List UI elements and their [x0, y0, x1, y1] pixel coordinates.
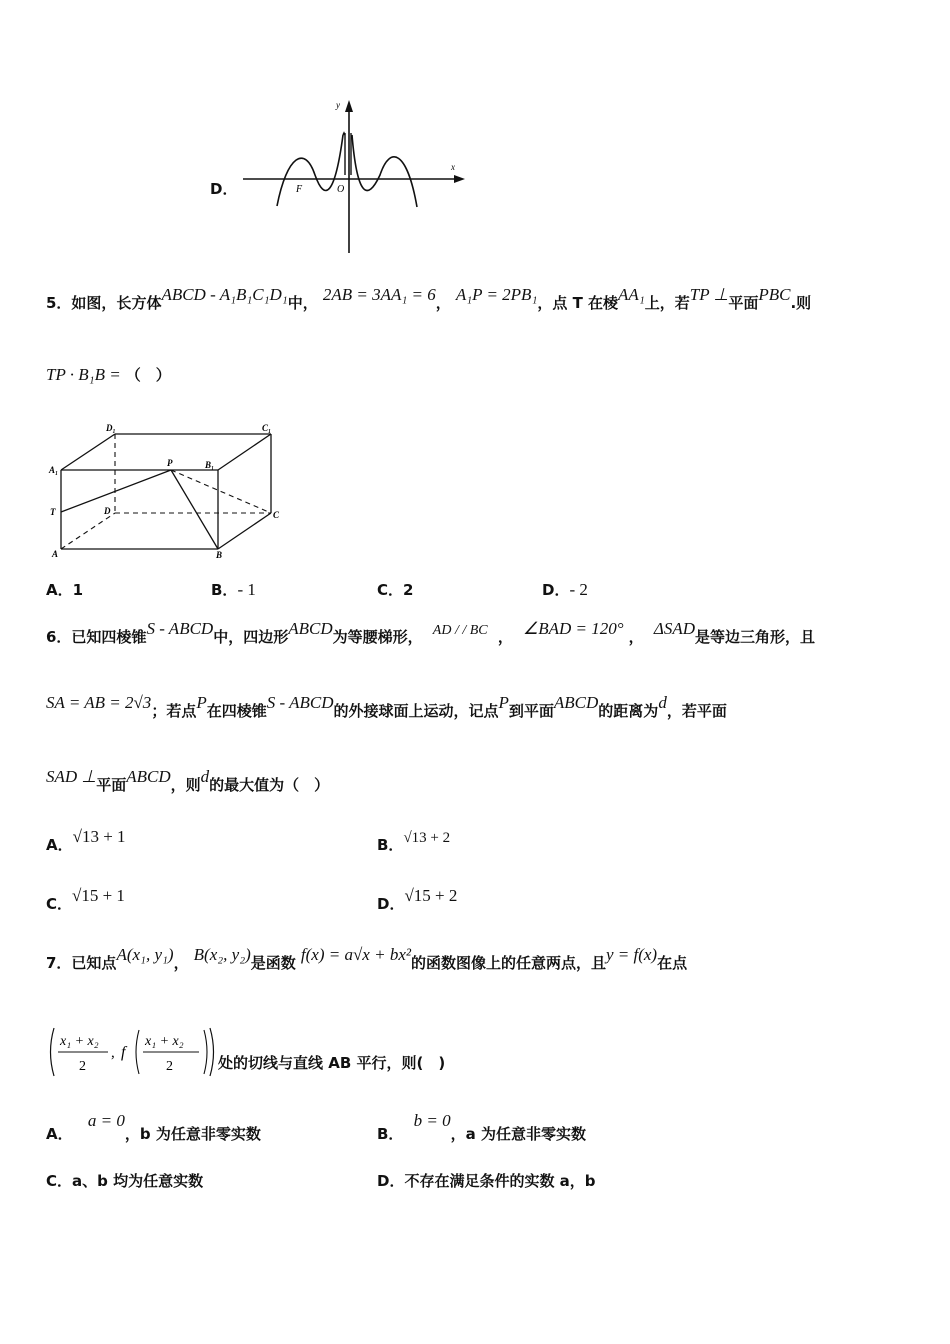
option-label: D． [542, 581, 570, 599]
q5-text: 中， [287, 294, 318, 312]
x-label: x [451, 162, 455, 172]
q7-f: f [121, 1044, 126, 1061]
option-value: - 1 [237, 580, 256, 599]
q6-text: 在四棱锥 [206, 702, 267, 720]
q5-option-d[interactable] [542, 579, 588, 600]
q6-math: SAD ⊥ [46, 767, 97, 786]
q6-math: SA = AB = 2√3 [46, 693, 152, 712]
q6-text: ，若平面 [666, 702, 727, 720]
q7-comma: , [111, 1045, 115, 1061]
q6-text: 的最大值为（ ） [209, 776, 330, 794]
q7-text: 的函数图像上的任意两点，且 [410, 954, 606, 972]
option-math: b = 0 [413, 1111, 451, 1130]
q7-option-b[interactable] [377, 1110, 586, 1143]
q6-option-d[interactable] [377, 885, 458, 913]
option-value: 1 [72, 581, 84, 599]
option-label: A． [46, 1125, 73, 1143]
q6-number: 6．已知四棱锥 [46, 628, 147, 646]
q5-text: 上，若 [644, 294, 690, 312]
option-text: a、b 均为任意实数 [72, 1172, 204, 1190]
option-value: √15 + 2 [404, 886, 458, 905]
q4-option-d-label: D． [210, 180, 238, 198]
option-value: √15 + 1 [72, 886, 125, 905]
q6-text: 的外接球面上运动，记点 [333, 702, 499, 720]
q6-option-a[interactable] [46, 826, 126, 854]
q6-math: ABCD [126, 767, 171, 786]
q5-math-plane: PBC [758, 285, 791, 304]
option-text: ，b 为任意非零实数 [124, 1125, 261, 1143]
curve-left [277, 135, 343, 206]
option-label: D． [377, 895, 405, 913]
q5-math-ratio: A₁P = 2PB₁ [455, 285, 538, 304]
q5-math-lengths: 2AB = 3AA₁ = 6 [322, 285, 436, 304]
q5-number: 5．如图，长方体 [46, 294, 162, 312]
option-label: C． [377, 581, 404, 599]
q7-option-a[interactable] [46, 1110, 261, 1143]
q6-math: ABCD [553, 693, 599, 712]
q7-point-expression [46, 1026, 218, 1078]
label-a: A [52, 549, 59, 559]
q5-option-a[interactable] [46, 579, 83, 600]
option-value: 2 [403, 581, 414, 599]
q5-option-b[interactable] [211, 579, 256, 600]
q6-math: P [196, 693, 207, 712]
q6-text: 是等边三角形，且 [694, 628, 815, 646]
q6-text: ，则 [170, 776, 201, 794]
q5-line2 [46, 364, 171, 385]
label-b: B [216, 550, 223, 560]
label-p: P [167, 458, 173, 468]
q5-text: ，点 T 在棱 [537, 294, 619, 312]
q6-math: S - ABCD [146, 619, 214, 638]
q5-line1 [46, 285, 812, 313]
label-d1: D₁ [106, 423, 116, 433]
label-t: T [50, 507, 56, 517]
x-axis-arrow [454, 175, 465, 183]
q7-math-function: f(x) = a√x + bx² [300, 945, 411, 964]
q5-text: 平面 [728, 294, 759, 312]
label-c1: C₁ [262, 423, 272, 433]
q6-math: AD / / BC [432, 623, 488, 638]
q5-math-cuboid: ABCD - A₁B₁C₁D₁ [161, 285, 288, 304]
q6-text: ， [628, 628, 644, 646]
option-value: √13 + 1 [72, 827, 126, 846]
q6-math: S - ABCD [266, 693, 334, 712]
q5-option-c[interactable] [377, 579, 413, 600]
label-b1: B₁ [205, 460, 215, 470]
option-text: ，a 为任意非零实数 [450, 1125, 586, 1143]
option-label: C． [46, 1172, 73, 1190]
f-label: F [296, 184, 303, 195]
q6-math: P [498, 693, 509, 712]
label-a1: A₁ [49, 465, 59, 475]
option-label: C． [46, 895, 73, 913]
option-label: D． [377, 1172, 405, 1190]
q6-math: d [658, 693, 667, 712]
q7-text: 是函数 [250, 954, 296, 972]
option-text: 不存在满足条件的实数 a，b [404, 1172, 596, 1190]
q7-text: 处的切线与直线 AB 平行，则( ) [218, 1054, 446, 1072]
q7-frac-num-2: x₁ + x₂ [145, 1034, 184, 1049]
q7-number: 7．已知点 [46, 954, 117, 972]
y-axis-arrow [345, 100, 353, 112]
q7-frac-num-1: x₁ + x₂ [60, 1034, 99, 1049]
q7-text: ， [173, 954, 189, 972]
y-label: y [336, 100, 340, 110]
q6-text: 中，四边形 [213, 628, 289, 646]
q6-option-b[interactable] [377, 826, 451, 854]
q6-line2 [46, 693, 727, 721]
q5-text: .则 [790, 294, 812, 312]
curve-right [352, 135, 417, 207]
q5-math-perp: TP ⊥ [689, 285, 729, 304]
q5-cuboid-figure [46, 420, 286, 562]
q6-text: ， [497, 628, 513, 646]
q7-frac-den-2: 2 [166, 1059, 173, 1074]
q7-math-point-a: A(x₁, y₁) [116, 945, 174, 964]
option-math: a = 0 [87, 1111, 125, 1130]
q7-math-point-b: B(x₂, y₂) [193, 945, 251, 964]
q7-option-c[interactable] [46, 1170, 203, 1191]
q6-text: ；若点 [151, 702, 197, 720]
q6-math: d [200, 767, 210, 786]
option-value: √13 + 2 [403, 830, 451, 846]
option-label: B． [377, 836, 404, 854]
q5-bracket: （ ） [125, 366, 171, 384]
q6-option-c[interactable] [46, 885, 125, 913]
origin-label: O [337, 184, 345, 195]
option-label: A． [46, 581, 73, 599]
q7-line1 [46, 945, 688, 973]
q7-math-y: y = f(x) [605, 945, 658, 964]
q6-math: ∠BAD = 120° [523, 619, 624, 638]
label-c: C [273, 510, 280, 520]
q7-option-d[interactable] [377, 1170, 596, 1191]
q6-text: 为等腰梯形， [332, 628, 423, 646]
option-value: - 2 [569, 580, 588, 599]
q6-text: 到平面 [508, 702, 554, 720]
q7-text: 在点 [657, 954, 688, 972]
q7-frac-den-1: 2 [79, 1059, 86, 1074]
q6-text: 平面 [96, 776, 127, 794]
q6-math: ΔSAD [653, 619, 695, 638]
q5-math-dot-product: TP · B₁B = [46, 365, 121, 384]
q4-graph [235, 95, 475, 260]
q5-text: ， [435, 294, 451, 312]
label-d: D [104, 506, 111, 516]
q6-line3 [46, 767, 330, 795]
q6-math: ABCD [288, 619, 333, 638]
option-label: A． [46, 836, 73, 854]
q6-text: 的距离为 [598, 702, 659, 720]
option-label: B． [377, 1125, 404, 1143]
q6-line1 [46, 619, 815, 647]
q5-math-edge: AA₁ [618, 285, 645, 304]
option-label: B． [211, 581, 238, 599]
